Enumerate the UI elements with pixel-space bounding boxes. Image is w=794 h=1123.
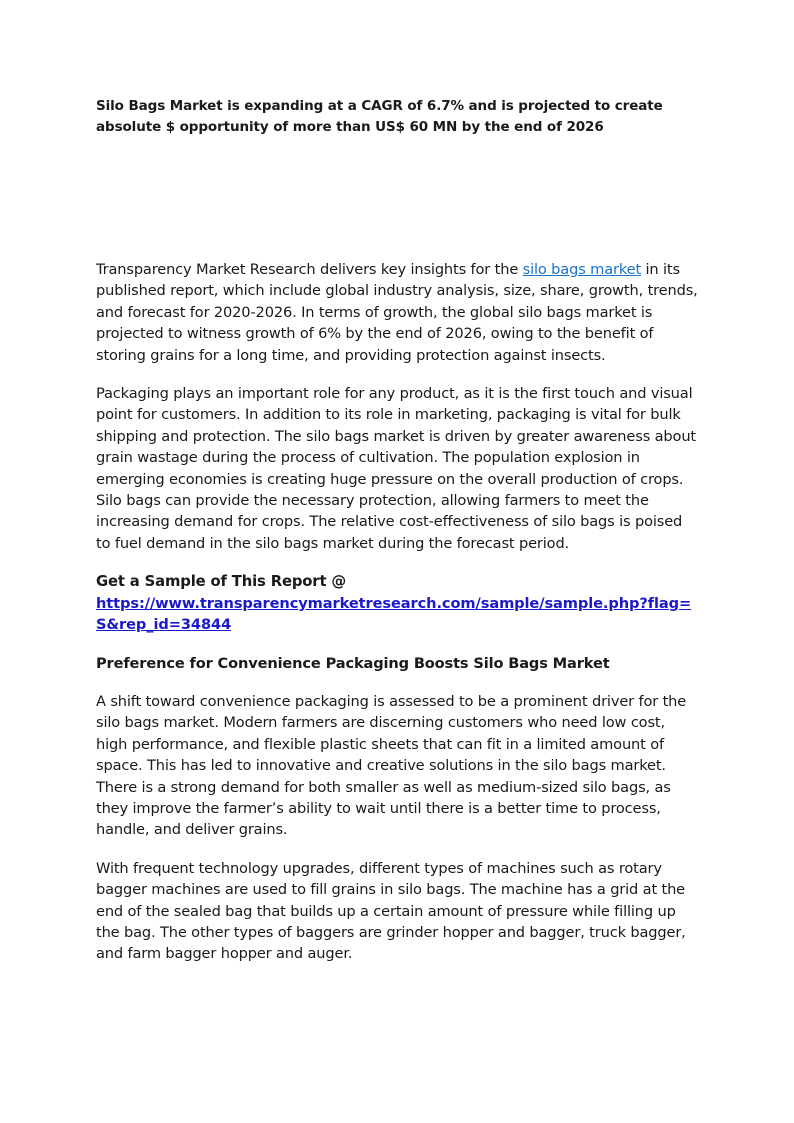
blank-space bbox=[96, 138, 700, 259]
silo-bags-market-link[interactable]: silo bags market bbox=[522, 261, 642, 278]
intro-text-after-link: in its published report, which include global industry analysis, size, share, growth, trends, and forecast for 2020-2026. In terms of growth, the global silo bags market is projected to witness growth of 6% by the end of 2026, owing to the benefit of storing grains for a long time, and providing protection against insects. bbox=[96, 261, 698, 364]
sample-heading: Get a Sample of This Report @ bbox=[96, 573, 347, 591]
intro-text-before-link: Transparency Market Research delivers key insights for the bbox=[96, 261, 523, 278]
document-page bbox=[96, 96, 700, 982]
technology-paragraph: With frequent technology upgrades, different types of machines such as rotary bagger machines are used to fill grains in silo bags. The machine has a grid at the end of the sealed bag that builds up a certain amount of pressure while filling up the bag. The other types of baggers are grinder hopper and bagger, truck bagger, and farm bagger hopper and auger. bbox=[96, 859, 686, 963]
sample-report-link[interactable]: https://www.transparencymarketresearch.com/sample/sample.php?flag=S&rep_id=34844 bbox=[96, 594, 692, 634]
packaging-paragraph: Packaging plays an important role for any product, as it is the first touch and visual point for customers. In addition to its role in marketing, packaging is vital for bulk shipping and protection. The silo bags market is driven by greater awareness about grain wastage during the process of cultivation. The population explosion in emerging economies is creating huge pressure on the overall production of crops. Silo bags can provide the necessary protection, allowing farmers to meet the increasing demand for crops. The relative cost-effectiveness of silo bags is poised to fuel demand in the silo bags market during the forecast period. bbox=[96, 385, 696, 552]
section-subheading: Preference for Convenience Packaging Boosts Silo Bags Market bbox=[96, 654, 610, 672]
document-title: Silo Bags Market is expanding at a CAGR of 6.7% and is projected to create absolute $ opportunity of more than US$ 60 MN by the end of 2026 bbox=[96, 98, 663, 135]
convenience-paragraph: A shift toward convenience packaging is assessed to be a prominent driver for the silo bags market. Modern farmers are discerning customers who need low cost, high performance, and flexible plastic sheets that can fit in a limited amount of space. This has led to innovative and creative solutions in the silo bags market. There is a strong demand for both smaller as well as medium-sized silo bags, as they improve the farmer’s ability to wait until there is a better time to process, handle, and deliver grains. bbox=[96, 692, 687, 839]
intro-paragraph bbox=[96, 259, 700, 366]
